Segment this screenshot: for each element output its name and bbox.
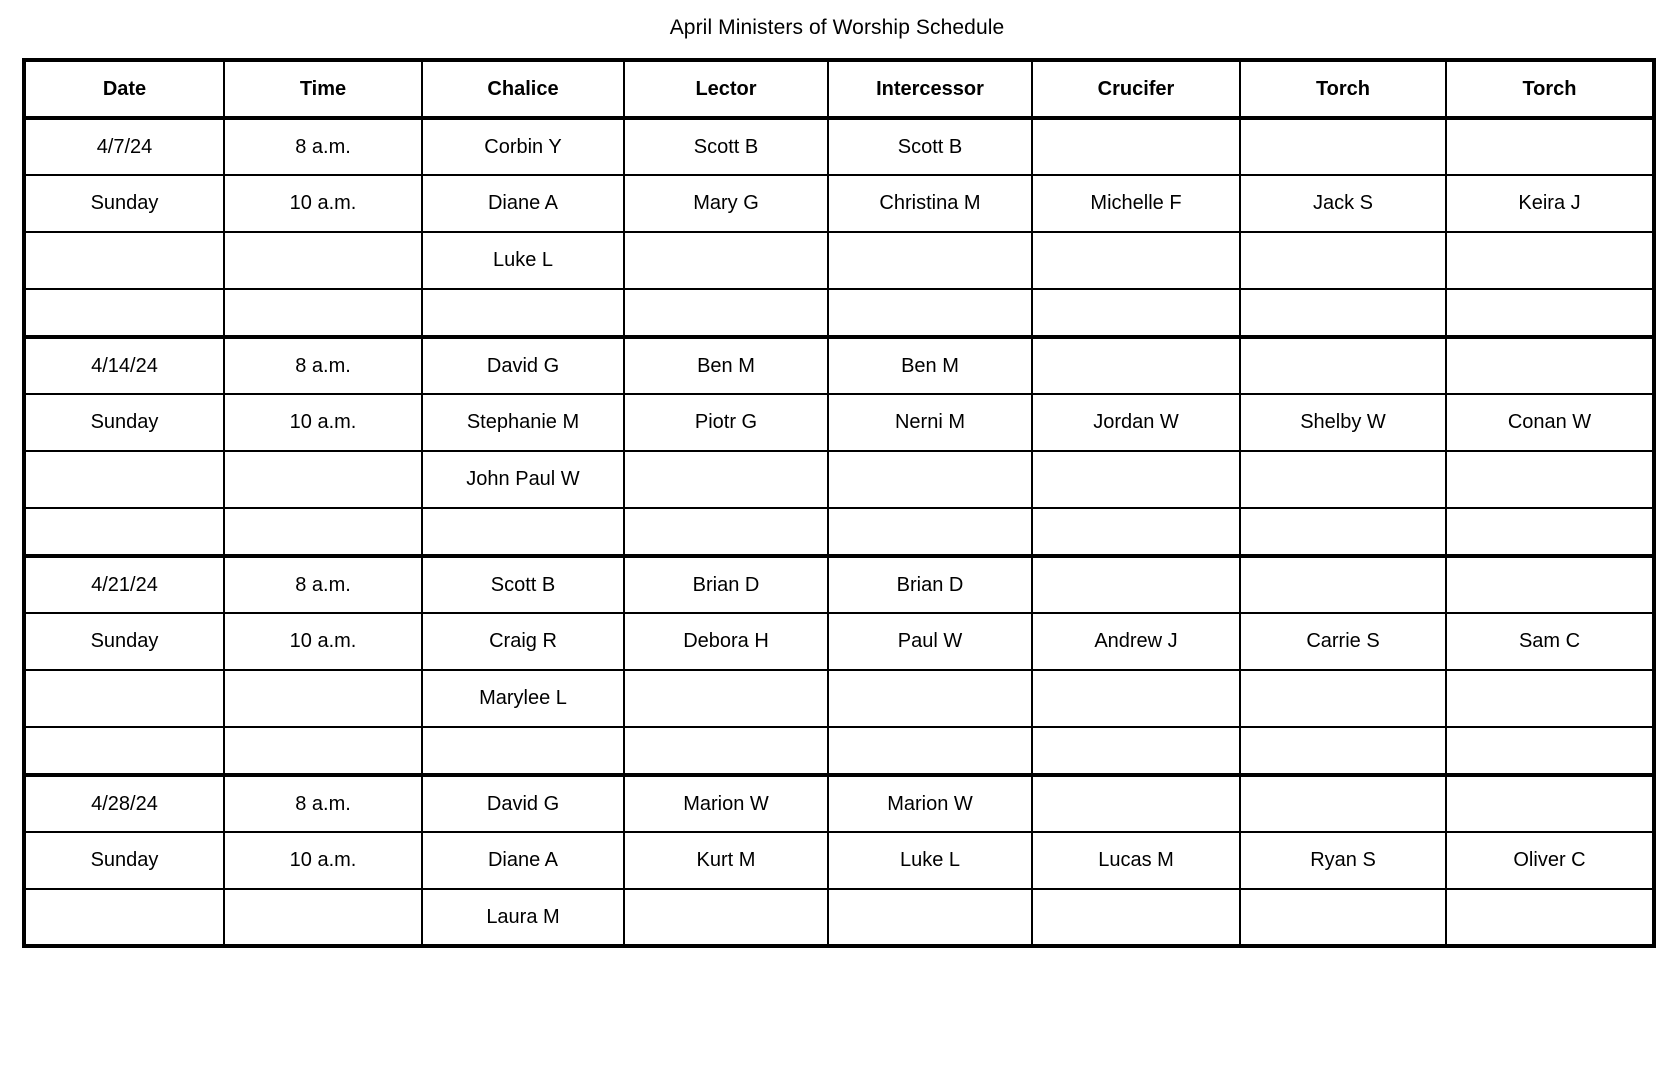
table-cell bbox=[624, 727, 828, 775]
table-cell bbox=[1446, 775, 1654, 832]
table-cell bbox=[224, 289, 422, 337]
table-cell bbox=[1032, 727, 1240, 775]
table-cell bbox=[1240, 727, 1446, 775]
table-cell: Brian D bbox=[828, 556, 1032, 613]
table-cell: 4/21/24 bbox=[24, 556, 224, 613]
table-cell: 4/14/24 bbox=[24, 337, 224, 394]
table-cell bbox=[1446, 556, 1654, 613]
table-cell bbox=[422, 289, 624, 337]
table-cell: Ryan S bbox=[1240, 832, 1446, 889]
table-cell: Debora H bbox=[624, 613, 828, 670]
table-cell: 8 a.m. bbox=[224, 337, 422, 394]
table-cell bbox=[24, 889, 224, 946]
table-cell bbox=[224, 232, 422, 289]
table-cell bbox=[1446, 289, 1654, 337]
table-cell bbox=[224, 727, 422, 775]
table-cell: Marion W bbox=[828, 775, 1032, 832]
table-cell: Carrie S bbox=[1240, 613, 1446, 670]
table-cell bbox=[1446, 670, 1654, 727]
table-cell: Ben M bbox=[624, 337, 828, 394]
table-cell: Paul W bbox=[828, 613, 1032, 670]
table-cell: Andrew J bbox=[1032, 613, 1240, 670]
table-cell: Christina M bbox=[828, 175, 1032, 232]
table-cell: 4/28/24 bbox=[24, 775, 224, 832]
table-cell bbox=[1240, 289, 1446, 337]
table-cell: Diane A bbox=[422, 832, 624, 889]
table-cell bbox=[422, 508, 624, 556]
column-header-torch: Torch bbox=[1240, 60, 1446, 118]
column-header-date: Date bbox=[24, 60, 224, 118]
table-cell: 8 a.m. bbox=[224, 118, 422, 175]
table-body bbox=[24, 118, 1654, 946]
table-row bbox=[24, 175, 1654, 232]
table-row bbox=[24, 451, 1654, 508]
table-cell bbox=[624, 508, 828, 556]
table-row bbox=[24, 613, 1654, 670]
table-cell: 10 a.m. bbox=[224, 394, 422, 451]
table-cell: Stephanie M bbox=[422, 394, 624, 451]
table-cell bbox=[1032, 118, 1240, 175]
table-cell bbox=[1240, 451, 1446, 508]
table-row bbox=[24, 556, 1654, 613]
table-cell bbox=[828, 889, 1032, 946]
table-cell bbox=[1032, 775, 1240, 832]
table-cell: Diane A bbox=[422, 175, 624, 232]
table-cell bbox=[1446, 727, 1654, 775]
table-cell bbox=[828, 508, 1032, 556]
table-cell bbox=[1032, 670, 1240, 727]
table-cell bbox=[1446, 451, 1654, 508]
table-cell: Oliver C bbox=[1446, 832, 1654, 889]
table-cell: 10 a.m. bbox=[224, 832, 422, 889]
table-cell: Jack S bbox=[1240, 175, 1446, 232]
table-cell bbox=[1240, 556, 1446, 613]
table-cell bbox=[1240, 232, 1446, 289]
table-cell: Laura M bbox=[422, 889, 624, 946]
table-cell bbox=[224, 889, 422, 946]
table-cell: Ben M bbox=[828, 337, 1032, 394]
table-cell bbox=[1032, 889, 1240, 946]
table-cell: Scott B bbox=[828, 118, 1032, 175]
page-title: April Ministers of Worship Schedule bbox=[669, 16, 1005, 39]
table-cell: Marylee L bbox=[422, 670, 624, 727]
table-cell bbox=[1240, 118, 1446, 175]
table-cell: Sunday bbox=[24, 175, 224, 232]
table-header-row bbox=[24, 60, 1654, 118]
column-header-chalice: Chalice bbox=[422, 60, 624, 118]
table-cell: Luke L bbox=[828, 832, 1032, 889]
table-cell bbox=[624, 232, 828, 289]
table-cell: Sunday bbox=[24, 613, 224, 670]
table-row bbox=[24, 394, 1654, 451]
table-cell bbox=[828, 670, 1032, 727]
table-cell bbox=[24, 289, 224, 337]
table-cell bbox=[1032, 451, 1240, 508]
table-cell bbox=[828, 232, 1032, 289]
table-cell: John Paul W bbox=[422, 451, 624, 508]
table-cell: Scott B bbox=[624, 118, 828, 175]
table-cell: Brian D bbox=[624, 556, 828, 613]
table-cell bbox=[1446, 508, 1654, 556]
table-cell: Corbin Y bbox=[422, 118, 624, 175]
table-cell bbox=[1032, 337, 1240, 394]
table-cell bbox=[1446, 118, 1654, 175]
table-cell bbox=[224, 670, 422, 727]
column-header-intercessor: Intercessor bbox=[828, 60, 1032, 118]
table-cell: Sunday bbox=[24, 394, 224, 451]
table-cell: Sam C bbox=[1446, 613, 1654, 670]
table-row bbox=[24, 289, 1654, 337]
table-cell bbox=[828, 289, 1032, 337]
worship-schedule-table bbox=[22, 58, 1656, 948]
schedule-table-container bbox=[0, 58, 1674, 948]
table-cell: Jordan W bbox=[1032, 394, 1240, 451]
table-cell: Craig R bbox=[422, 613, 624, 670]
table-cell bbox=[1032, 232, 1240, 289]
table-cell: Sunday bbox=[24, 832, 224, 889]
table-cell bbox=[1032, 289, 1240, 337]
table-row bbox=[24, 775, 1654, 832]
table-cell: 4/7/24 bbox=[24, 118, 224, 175]
table-cell bbox=[224, 451, 422, 508]
column-header-lector: Lector bbox=[624, 60, 828, 118]
table-cell: Piotr G bbox=[624, 394, 828, 451]
table-cell bbox=[224, 508, 422, 556]
table-cell: Kurt M bbox=[624, 832, 828, 889]
table-cell: David G bbox=[422, 337, 624, 394]
table-row bbox=[24, 337, 1654, 394]
table-cell bbox=[1446, 889, 1654, 946]
table-row bbox=[24, 727, 1654, 775]
table-cell bbox=[1446, 232, 1654, 289]
table-row bbox=[24, 889, 1654, 946]
table-cell bbox=[24, 727, 224, 775]
table-cell bbox=[1032, 508, 1240, 556]
table-cell bbox=[24, 451, 224, 508]
table-cell: Marion W bbox=[624, 775, 828, 832]
column-header-torch: Torch bbox=[1446, 60, 1654, 118]
table-cell: 10 a.m. bbox=[224, 613, 422, 670]
table-cell bbox=[1032, 556, 1240, 613]
table-cell bbox=[1446, 337, 1654, 394]
table-cell: 10 a.m. bbox=[224, 175, 422, 232]
table-cell bbox=[1240, 889, 1446, 946]
table-cell bbox=[828, 451, 1032, 508]
column-header-crucifer: Crucifer bbox=[1032, 60, 1240, 118]
table-cell bbox=[24, 670, 224, 727]
table-cell bbox=[624, 289, 828, 337]
table-cell: Luke L bbox=[422, 232, 624, 289]
table-cell bbox=[1240, 670, 1446, 727]
table-cell: David G bbox=[422, 775, 624, 832]
table-cell bbox=[828, 727, 1032, 775]
table-cell: 8 a.m. bbox=[224, 556, 422, 613]
table-header bbox=[24, 60, 1654, 118]
table-cell: Shelby W bbox=[1240, 394, 1446, 451]
table-cell: Nerni M bbox=[828, 394, 1032, 451]
table-cell: Scott B bbox=[422, 556, 624, 613]
table-cell bbox=[624, 451, 828, 508]
table-cell bbox=[422, 727, 624, 775]
table-cell bbox=[24, 232, 224, 289]
table-row bbox=[24, 832, 1654, 889]
table-cell: Keira J bbox=[1446, 175, 1654, 232]
table-cell: Lucas M bbox=[1032, 832, 1240, 889]
table-cell bbox=[1240, 337, 1446, 394]
table-row bbox=[24, 670, 1654, 727]
table-row bbox=[24, 118, 1654, 175]
table-cell bbox=[624, 889, 828, 946]
table-cell bbox=[24, 508, 224, 556]
table-cell bbox=[1240, 508, 1446, 556]
table-cell: Conan W bbox=[1446, 394, 1654, 451]
table-cell: 8 a.m. bbox=[224, 775, 422, 832]
table-cell bbox=[1240, 775, 1446, 832]
table-row bbox=[24, 232, 1654, 289]
column-header-time: Time bbox=[224, 60, 422, 118]
table-cell: Mary G bbox=[624, 175, 828, 232]
table-row bbox=[24, 508, 1654, 556]
table-cell: Michelle F bbox=[1032, 175, 1240, 232]
table-cell bbox=[624, 670, 828, 727]
